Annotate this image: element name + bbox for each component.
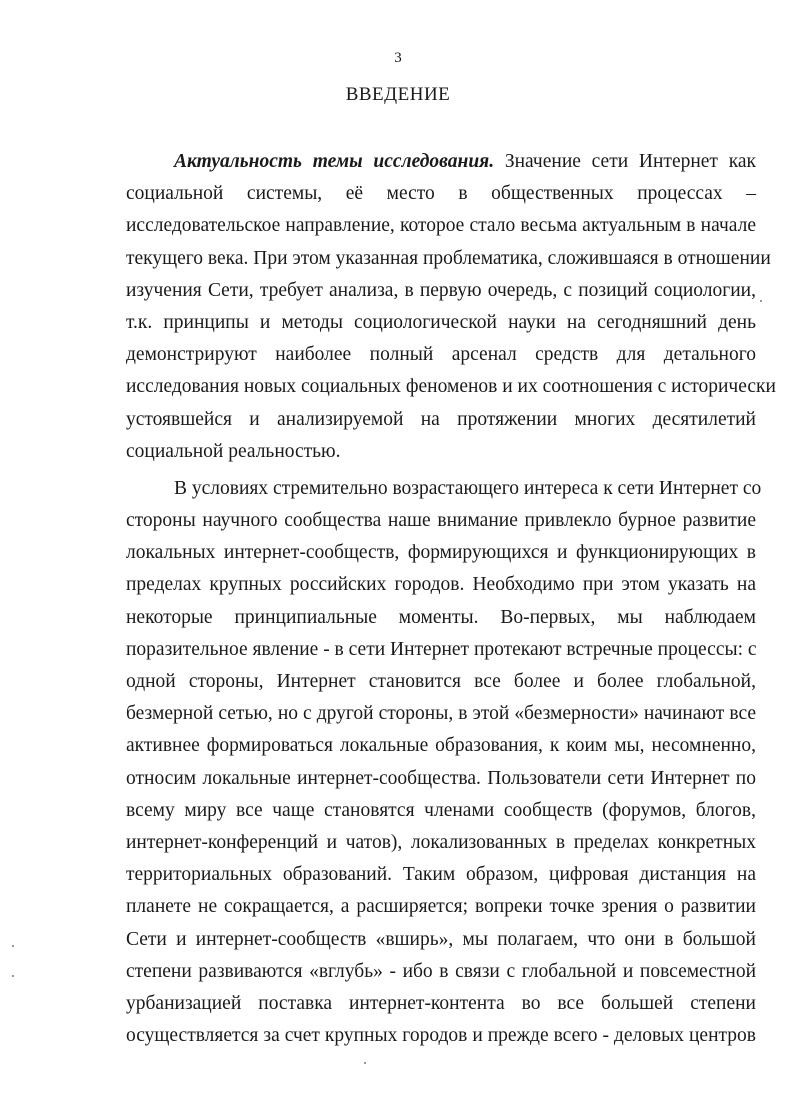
paragraph-line: демонстрируют наиболее полный арсенал средств для детального bbox=[126, 344, 756, 366]
paragraph-line: В условиях стремительно возрастающего интереса к сети Интернет со bbox=[174, 477, 762, 499]
paragraph-line: текущего века. При этом указанная проблематика, сложившаяся в отношении bbox=[126, 247, 771, 269]
paragraph-line: относим локальные интернет-сообщества. Пользователи сети Интернет по bbox=[126, 767, 756, 789]
paragraph-line: исследовательское направление, которое стало весьма актуальным в начале bbox=[126, 215, 756, 237]
paragraph-line: Сети и интернет-сообществ «вширь», мы полагаем, что они в большой bbox=[126, 928, 756, 950]
paragraph-line: т.к. принципы и методы социологической науки на сегодняшний день bbox=[126, 311, 756, 333]
body-text bbox=[126, 146, 776, 1052]
section-title: ВВЕДЕНИЕ bbox=[345, 84, 451, 105]
scan-speck bbox=[12, 975, 14, 977]
scan-speck bbox=[760, 300, 762, 302]
paragraph-line: безмерной сетью, но с другой стороны, в этой «безмерности» начинают все bbox=[126, 703, 756, 725]
scan-speck bbox=[12, 945, 14, 947]
page-number: 3 bbox=[394, 50, 402, 66]
paragraph-line: урбанизацией поставка интернет-контента во все большей степени bbox=[126, 992, 756, 1014]
paragraph-line: интернет-конференций и чатов), локализованных в пределах конкретных bbox=[126, 831, 756, 853]
paragraph-line bbox=[126, 146, 756, 178]
paragraph-line: степени развиваются «вглубь» - ибо в связи с глобальной и повсеместной bbox=[126, 960, 756, 982]
paragraph-line: локальных интернет-сообществ, формирующихся и функционирующих в bbox=[126, 542, 756, 564]
paragraph-line: активнее формироваться локальные образования, к коим мы, несомненно, bbox=[126, 735, 756, 757]
paragraph-line: исследования новых социальных феноменов и их соотношения с исторически bbox=[126, 376, 776, 398]
paragraph-line: социальной реальностью. bbox=[126, 440, 341, 462]
paragraph-line: социальной системы, её место в общественных процессах – bbox=[126, 183, 756, 205]
scan-speck bbox=[364, 1062, 366, 1064]
paragraph-line: одной стороны, Интернет становится все более и более глобальной, bbox=[126, 671, 756, 692]
paragraph-line: пределах крупных российских городов. Необходимо при этом указать на bbox=[126, 574, 756, 596]
paragraph-line: осуществляется за счет крупных городов и прежде всего - деловых центров bbox=[126, 1025, 756, 1047]
paragraph-line: изучения Сети, требует анализа, в первую очередь, с позиций социологии, bbox=[126, 279, 756, 301]
paragraph-line: поразительное явление - в сети Интернет протекают встречные процессы: с bbox=[126, 638, 757, 660]
paragraph-line: планете не сокращается, а расширяется; вопреки точке зрения о развитии bbox=[126, 896, 756, 918]
paragraph-line: территориальных образований. Таким образом, цифровая дистанция на bbox=[126, 864, 756, 886]
paragraph-line-text: Значение сети Интернет как bbox=[494, 151, 757, 172]
paragraph-line: стороны научного сообщества наше внимание привлекло бурное развитие bbox=[126, 510, 756, 532]
paragraph-line: всему миру все чаще становятся членами сообществ (форумов, блогов, bbox=[126, 799, 756, 821]
paragraph-line: некоторые принципиальные моменты. Во-первых, мы наблюдаем bbox=[126, 606, 756, 628]
paragraph-line: устоявшейся и анализируемой на протяжении многих десятилетий bbox=[126, 408, 756, 430]
paragraph-lead: Актуальность темы исследования. bbox=[174, 151, 495, 172]
